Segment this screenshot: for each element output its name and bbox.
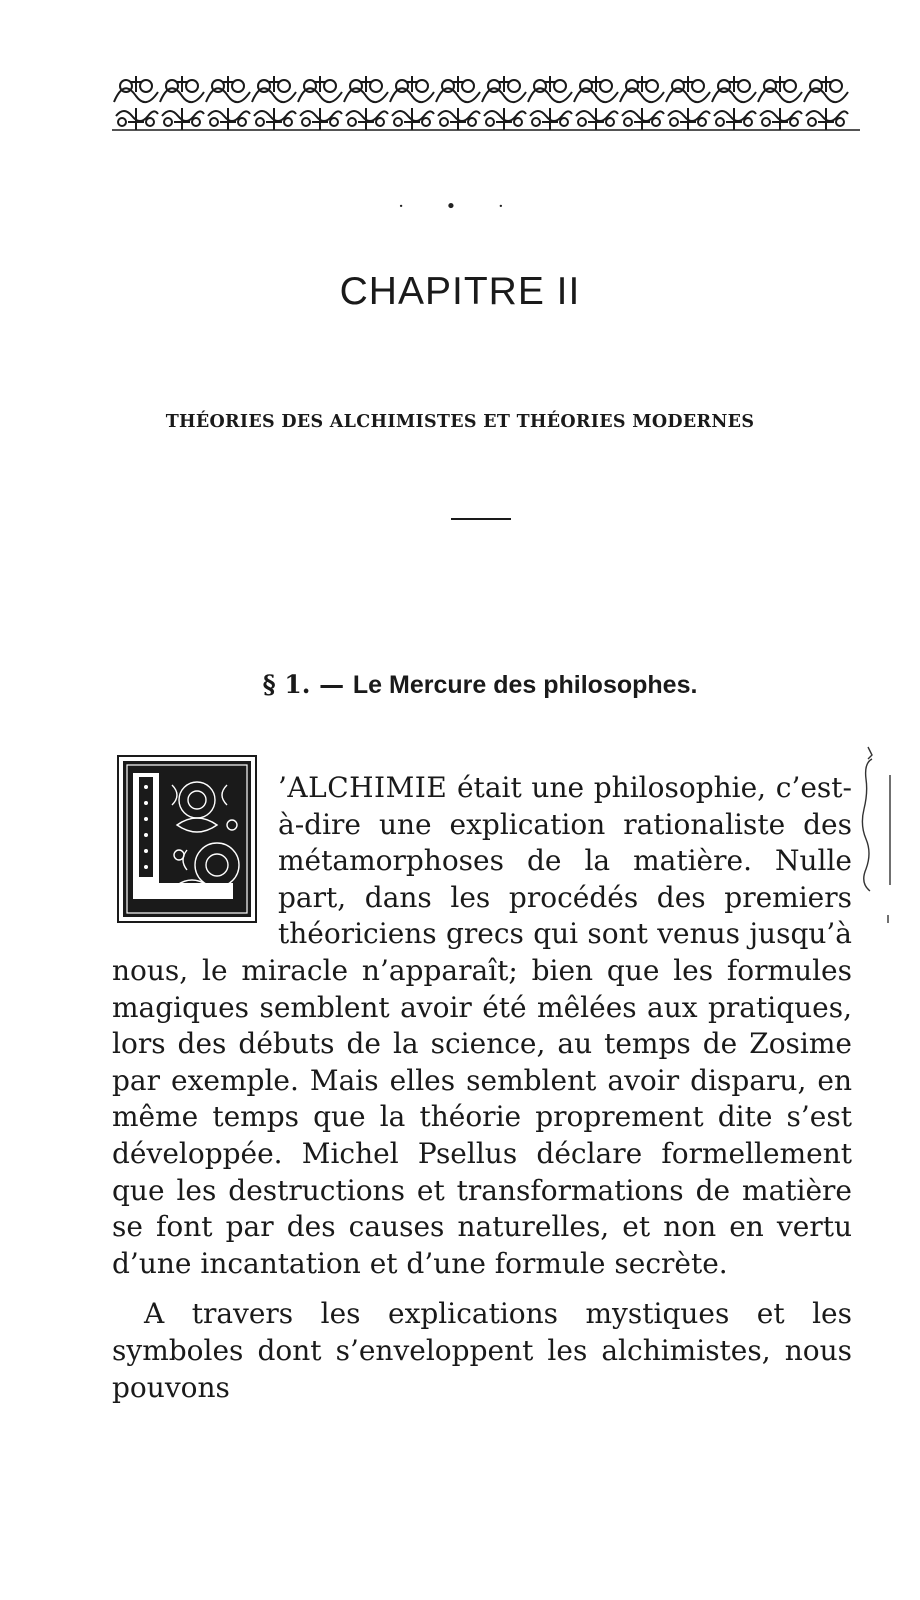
section-heading bbox=[0, 670, 920, 700]
ornamental-frieze bbox=[112, 72, 860, 132]
paragraph-2: A travers les explications mystiques et les symboles dont s’enveloppent les alchimistes, nous pouvons bbox=[112, 1297, 852, 1404]
body-text bbox=[112, 770, 852, 1406]
chapter-title: CHAPITRE II bbox=[339, 270, 581, 313]
margin-pencil-marks bbox=[860, 745, 900, 925]
section-divider bbox=[451, 518, 511, 520]
section-title: Le Mercure des philosophes. bbox=[352, 671, 698, 699]
section-number: § 1. — bbox=[262, 670, 345, 699]
lead-word: ’ALCHIMIE bbox=[278, 771, 448, 804]
ornament-dots: · • · bbox=[398, 196, 522, 217]
paragraph-1-text: était une philosophie, c’est-à-dire une explication rationaliste des métamorphoses de la matière. Nulle part, dans les procédés des premiers théoriciens grecs qui sont venus jusqu’à nous, le miracle n’apparaît; bien que les formules magiques semblent avoir été mêlées aux pratiques, lors des débuts de la science, au temps de Zosime par exemple. Mais elles semblent avoir disparu, en même temps que la théorie proprement dite s’est développée. Michel Psellus déclare formellement que les destructions et transformations de matière se font par des causes naturelles, et non en vertu d’une incantation et d’une formule secrète. bbox=[112, 771, 852, 1280]
chapter-subtitle: THÉORIES DES ALCHIMISTES ET THÉORIES MODERNES bbox=[165, 412, 755, 432]
paragraph-1 bbox=[112, 770, 852, 1282]
